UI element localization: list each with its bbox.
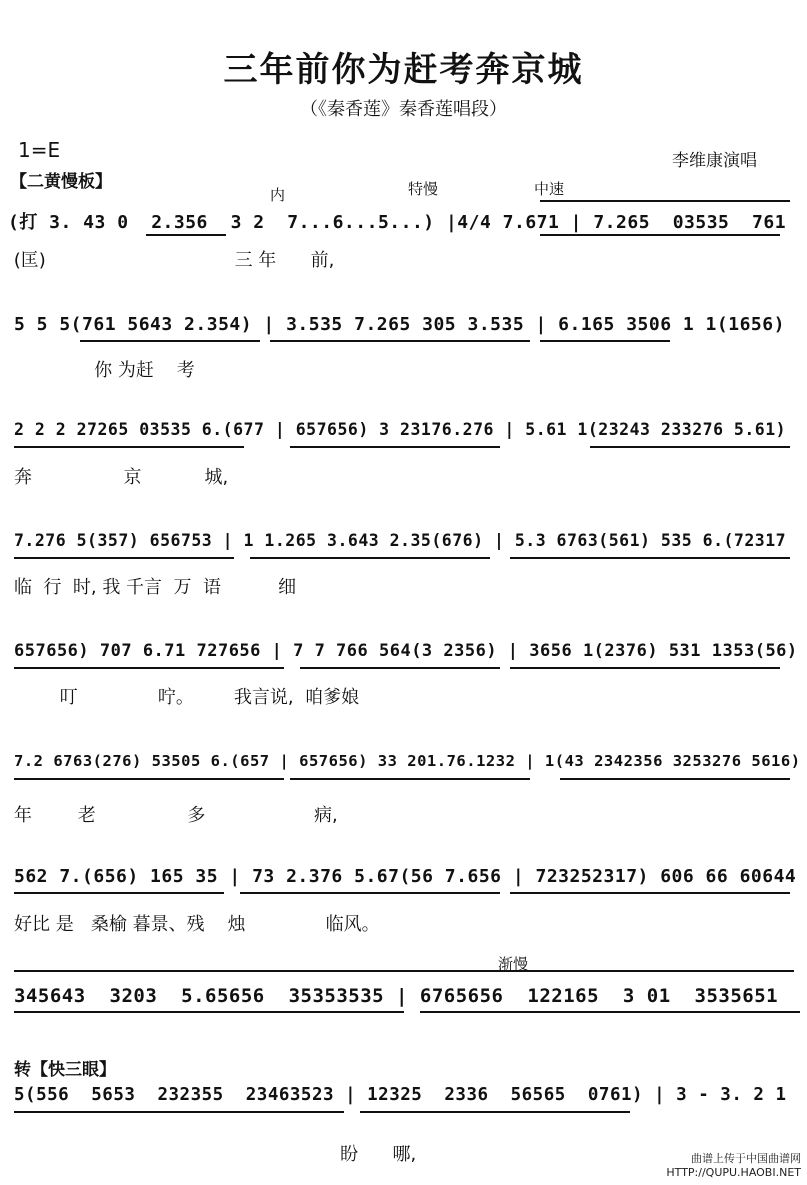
beam-line <box>14 892 224 894</box>
beam-line <box>290 446 500 448</box>
notation-line-5: 657656) 707 6.71 727656 | 7 7 766 564(3 2356) | 3656 1(2376) 531 1353(56) <box>14 641 798 661</box>
lyric-line-7: 好比 是 桑榆 暮景、残 烛 临风。 <box>14 914 380 935</box>
notation-line-2: 5 5 5(761 5643 2.354) | 3.535 7.265 305 3.535 | 6.165 3506 1 1(1656) <box>14 314 785 335</box>
beam-line <box>270 340 530 342</box>
beam-line <box>590 446 790 448</box>
tempo-mark-nei: 内 <box>270 186 286 204</box>
beam-line <box>240 892 500 894</box>
tempo-mark-zhong-su: 中速 <box>534 180 565 198</box>
beam-line <box>14 1011 404 1013</box>
notation-line-1: (打 3. 43 0 2.356 3 2 7...6...5...) |4/4 7.671 | 7.265 03535 761 <box>8 212 787 233</box>
lyric-line-9: 盼 哪, <box>14 1144 417 1165</box>
section-label-erhuang-manban: 【二黄慢板】 <box>10 172 112 192</box>
notation-line-6: 7.2 6763(276) 53505 6.(657 | 657656) 33 201.76.1232 | 1(43 2342356 3253276 5616) <box>14 752 801 770</box>
notation-line-3: 2 2 2 27265 03535 6.(677 | 657656) 3 23176.276 | 5.61 1(23243 233276 5.61) <box>14 420 787 439</box>
lyric-line-1: (匡) 三 年 前, <box>8 250 335 271</box>
watermark <box>666 1150 801 1179</box>
phrase-line <box>540 200 790 202</box>
section-label-kuai-sanyan: 转【快三眼】 <box>14 1060 116 1080</box>
lyric-line-6: 年 老 多 病, <box>14 805 338 826</box>
beam-line <box>510 892 790 894</box>
beam-line <box>540 340 670 342</box>
notation-line-9: 5(556 5653 232355 23463523 | 12325 2336 56565 0761) | 3 - 3. 2 1 <box>14 1085 787 1105</box>
beam-line <box>560 778 790 780</box>
page-title: 三年前你为赶考奔京城 <box>223 50 584 90</box>
beam-line <box>290 778 530 780</box>
page-subtitle: （《秦香莲》秦香莲唱段） <box>300 99 507 120</box>
beam-line <box>14 446 244 448</box>
key-signature: 1=E <box>18 138 61 162</box>
notation-line-7: 562 7.(656) 165 35 | 73 2.376 5.67(56 7.656 | 723252317) 606 66 60644 <box>14 866 797 887</box>
beam-line <box>540 234 780 236</box>
beam-line <box>14 778 284 780</box>
tempo-mark-jian-man: 渐慢 <box>498 955 529 973</box>
beam-line <box>300 667 500 669</box>
beam-line <box>360 1111 630 1113</box>
beam-line <box>14 667 284 669</box>
beam-line <box>14 557 234 559</box>
lyric-line-2: 你 为赶 考 <box>14 360 195 381</box>
notation-line-4: 7.276 5(357) 656753 | 1 1.265 3.643 2.35(676) | 5.3 6763(561) 535 6.(72317 <box>14 531 787 550</box>
watermark-line-2: HTTP://QUPU.HAOBI.NET <box>666 1166 801 1179</box>
beam-line <box>420 1011 800 1013</box>
lyric-line-3: 奔 京 城, <box>14 467 229 488</box>
phrase-line <box>14 970 794 972</box>
beam-line <box>510 557 790 559</box>
lyric-line-4: 临 行 时, 我 千言 万 语 细 <box>14 577 297 598</box>
beam-line <box>250 557 490 559</box>
beam-line <box>146 234 226 236</box>
notation-line-8: 345643 3203 5.65656 35353535 | 6765656 122165 3 01 3535651 <box>14 985 779 1007</box>
beam-line <box>510 667 780 669</box>
singer-credit: 李维康演唱 <box>672 151 757 171</box>
tempo-mark-te-man: 特慢 <box>408 180 439 198</box>
beam-line <box>80 340 260 342</box>
lyric-line-5: 叮 咛。 我言说, 咱爹娘 <box>14 687 360 708</box>
watermark-line-1: 曲谱上传于中国曲谱网 <box>691 1152 801 1165</box>
beam-line <box>14 1111 344 1113</box>
